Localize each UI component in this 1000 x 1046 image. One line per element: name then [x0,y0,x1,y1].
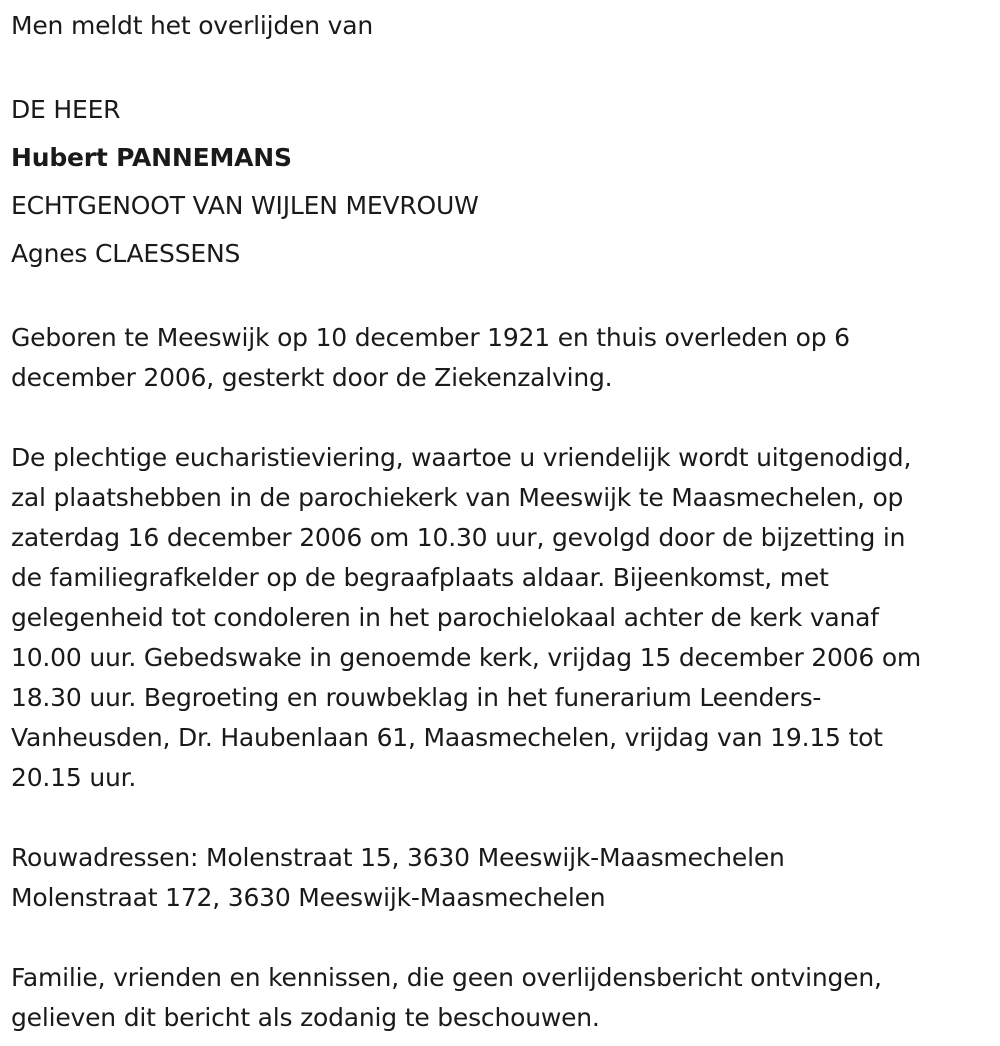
paragraph-line: 10.00 uur. Gebedswake in genoemde kerk, vrijdag 15 december 2006 om [11,643,922,672]
person-title: DE HEER [11,95,121,124]
paragraph-line: zaterdag 16 december 2006 om 10.30 uur, gevolgd door de bijzetting in [11,523,906,552]
address-line: Molenstraat 172, 3630 Meeswijk-Maasmechelen [11,883,606,912]
paragraph-line: de familiegrafkelder op de begraafplaats aldaar. Bijeenkomst, met [11,563,829,592]
birth-death-paragraph [11,318,991,398]
address-line: Rouwadressen: Molenstraat 15, 3630 Meeswijk-Maasmechelen [11,843,785,872]
paragraph-line: Geboren te Meeswijk op 10 december 1921 en thuis overleden op 6 [11,323,850,352]
paragraph-line: zal plaatshebben in de parochiekerk van Meeswijk te Maasmechelen, op [11,483,904,512]
paragraph-line: december 2006, gesterkt door de Ziekenzalving. [11,363,613,392]
spouse-name: Agnes CLAESSENS [11,239,241,268]
person-block [11,86,991,278]
ceremony-paragraph [11,438,991,798]
paragraph-line: Familie, vrienden en kennissen, die geen overlijdensbericht ontvingen, [11,963,882,992]
spacer [11,398,991,438]
spacer [11,798,991,838]
person-relation: ECHTGENOOT VAN WIJLEN MEVROUW [11,191,479,220]
paragraph-line: Vanheusden, Dr. Haubenlaan 61, Maasmechelen, vrijdag van 19.15 tot [11,723,883,752]
addresses-paragraph [11,838,991,918]
spacer [11,46,991,86]
paragraph-line: gelieven dit bericht als zodanig te beschouwen. [11,1003,600,1032]
closing-paragraph [11,958,991,1038]
person-name: Hubert PANNEMANS [11,143,292,172]
paragraph-line: De plechtige eucharistieviering, waartoe u vriendelijk wordt uitgenodigd, [11,443,912,472]
paragraph-line: 20.15 uur. [11,763,137,792]
paragraph-line: gelegenheid tot condoleren in het parochielokaal achter de kerk vanaf [11,603,879,632]
spacer [11,278,991,318]
intro-text: Men meldt het overlijden van [11,11,374,40]
paragraph-line: 18.30 uur. Begroeting en rouwbeklag in het funerarium Leenders- [11,683,822,712]
obituary-notice [11,6,991,1038]
spacer [11,918,991,958]
